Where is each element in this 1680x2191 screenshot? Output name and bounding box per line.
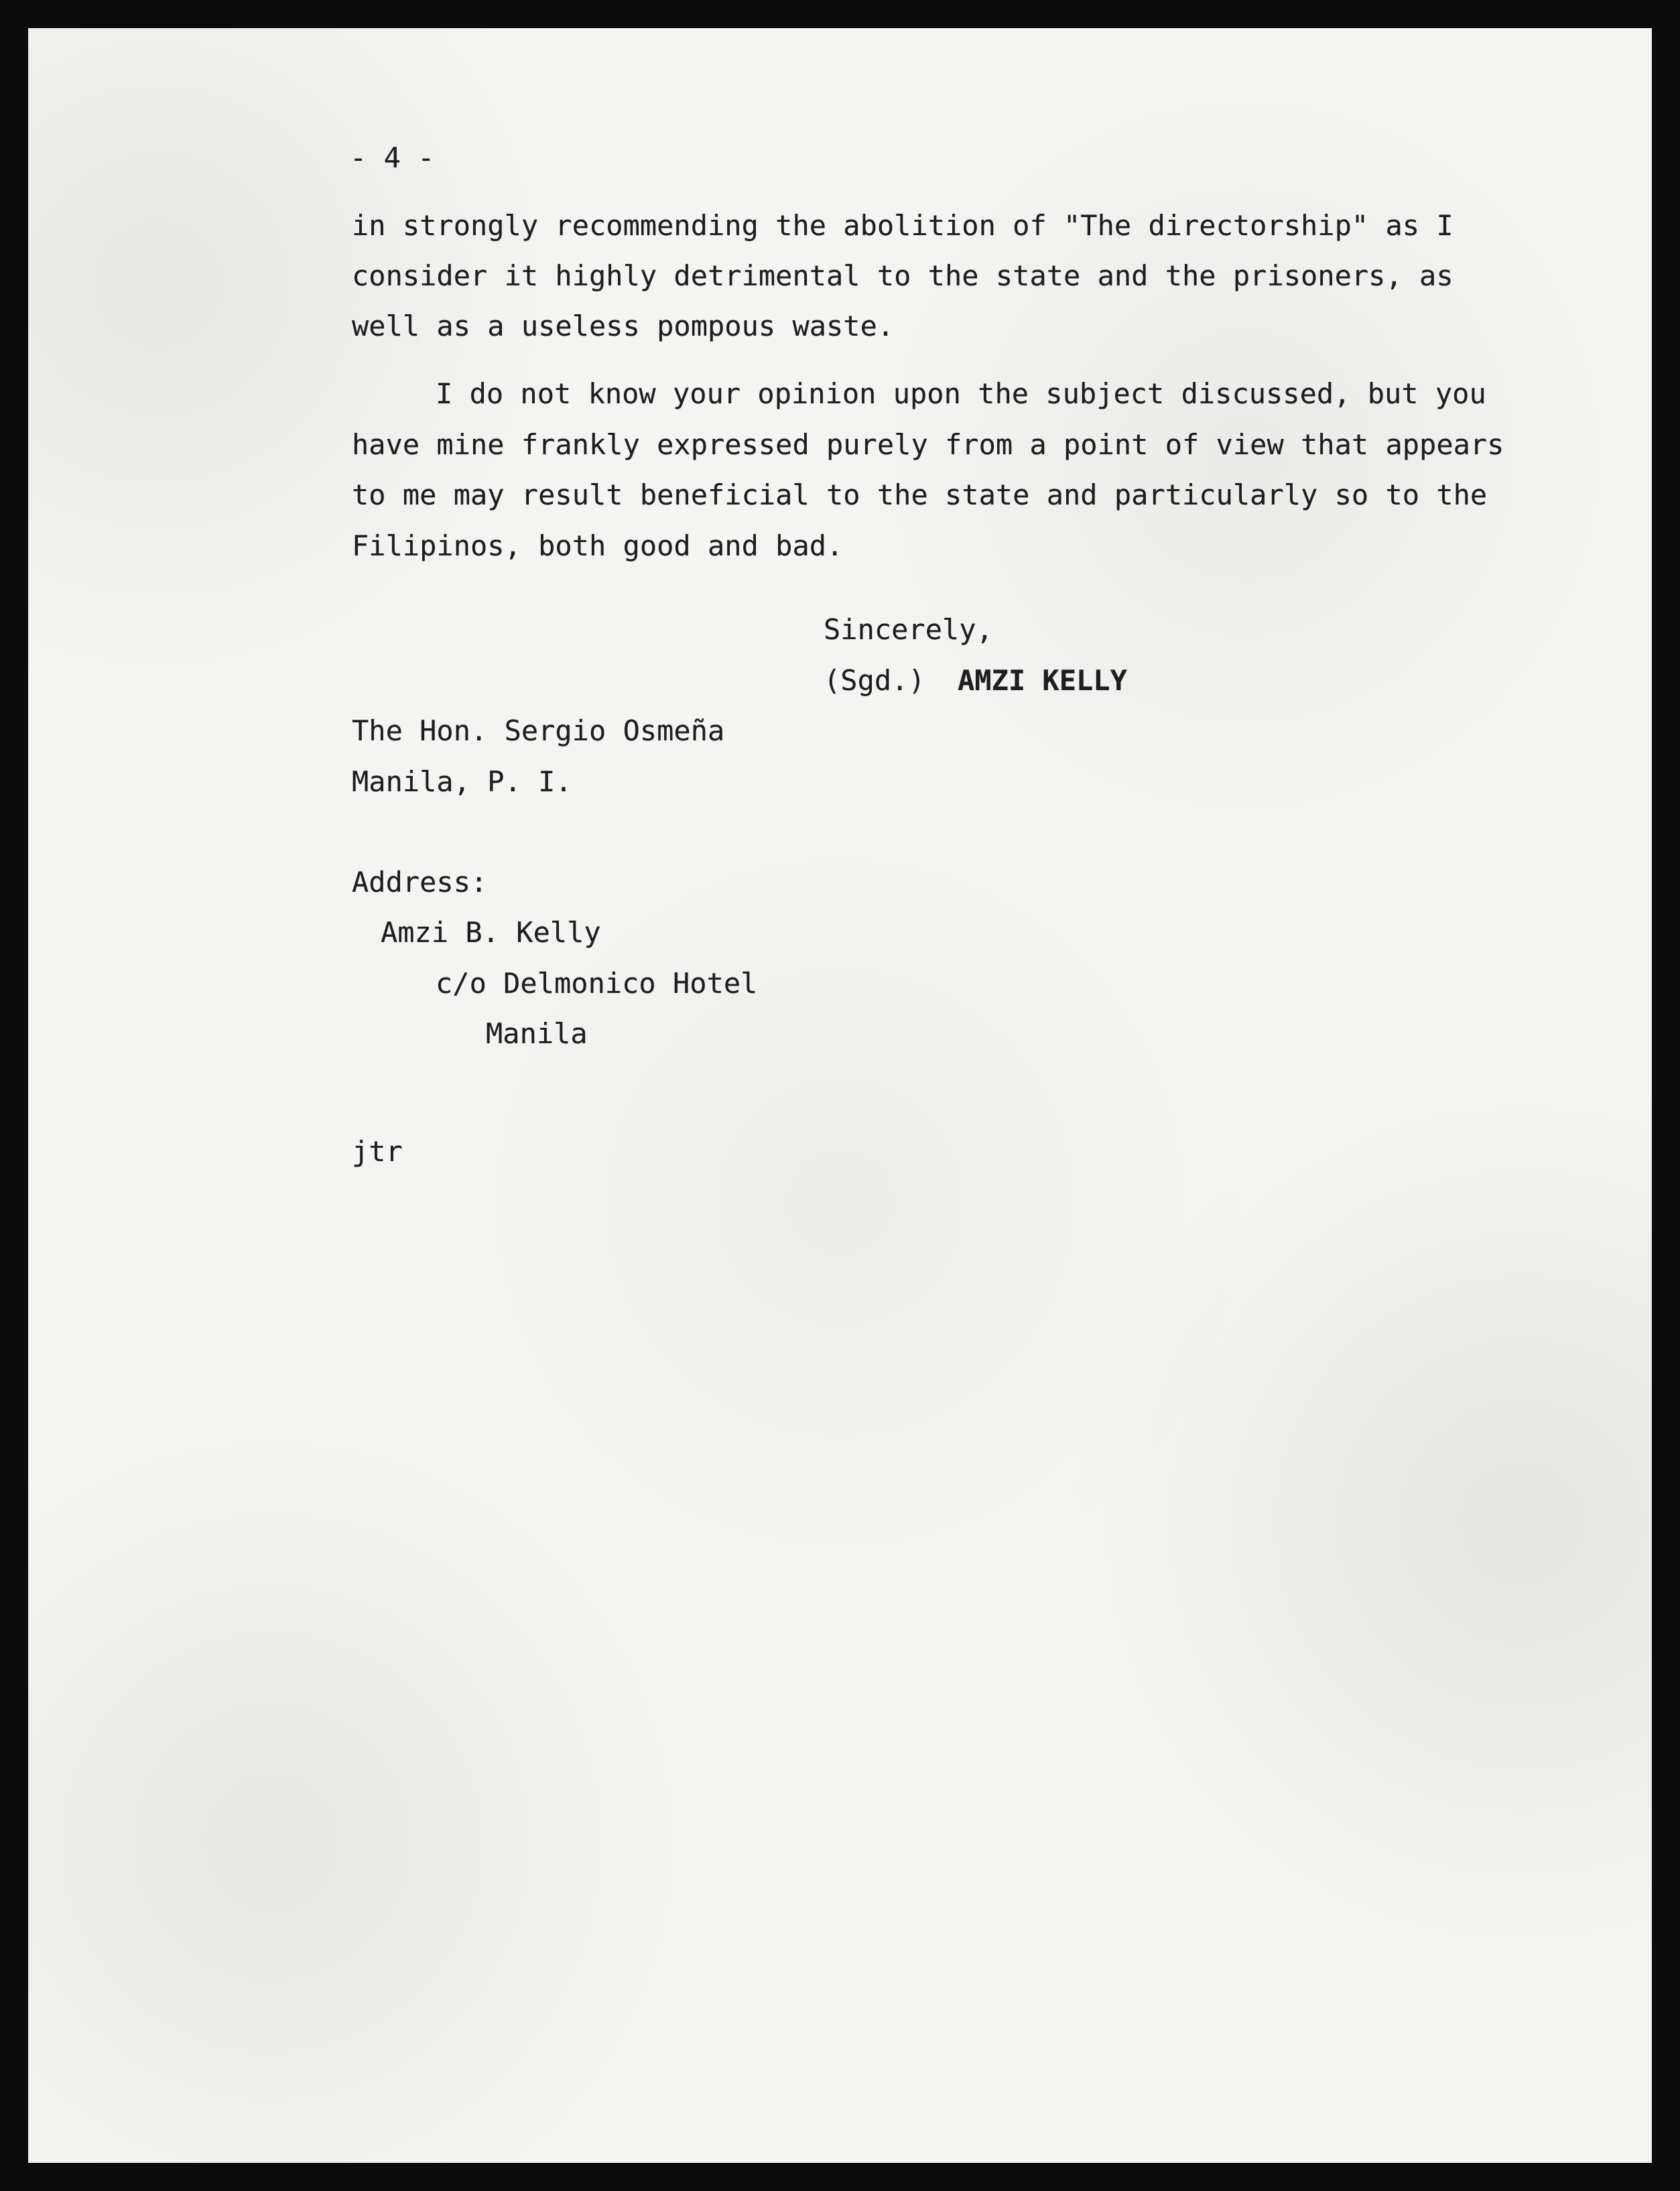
typist-initials: jtr bbox=[352, 1135, 403, 1168]
recipient-name: The Hon. Sergio Osmeña bbox=[352, 714, 725, 747]
paragraph2-line1: I do not know your opinion upon the subject discussed, but you bbox=[436, 377, 1486, 410]
paragraph1-line1: in strongly recommending the abolition of "The directorship" as I bbox=[352, 209, 1453, 242]
address-city: Manila bbox=[486, 1017, 588, 1050]
document-page bbox=[28, 28, 1652, 2163]
address-label: Address: bbox=[352, 866, 488, 899]
recipient-location: Manila, P. I. bbox=[352, 765, 572, 798]
signer-name: AMZI KELLY bbox=[958, 664, 1127, 697]
address-care-of: c/o Delmonico Hotel bbox=[436, 967, 758, 1000]
paragraph2-line4: Filipinos, both good and bad. bbox=[352, 529, 844, 562]
paragraph1-line2: consider it highly detrimental to the state and the prisoners, as bbox=[352, 259, 1453, 292]
signed-prefix: (Sgd.) bbox=[824, 664, 925, 697]
paragraph2-line3: to me may result beneficial to the state and particularly so to the bbox=[352, 478, 1488, 511]
paragraph2-line2: have mine frankly expressed purely from a point of view that appears bbox=[352, 428, 1504, 461]
paragraph1-line3: well as a useless pompous waste. bbox=[352, 310, 895, 342]
closing-salutation: Sincerely, bbox=[824, 613, 993, 646]
address-name: Amzi B. Kelly bbox=[381, 916, 601, 949]
page-number: - 4 - bbox=[350, 141, 435, 174]
